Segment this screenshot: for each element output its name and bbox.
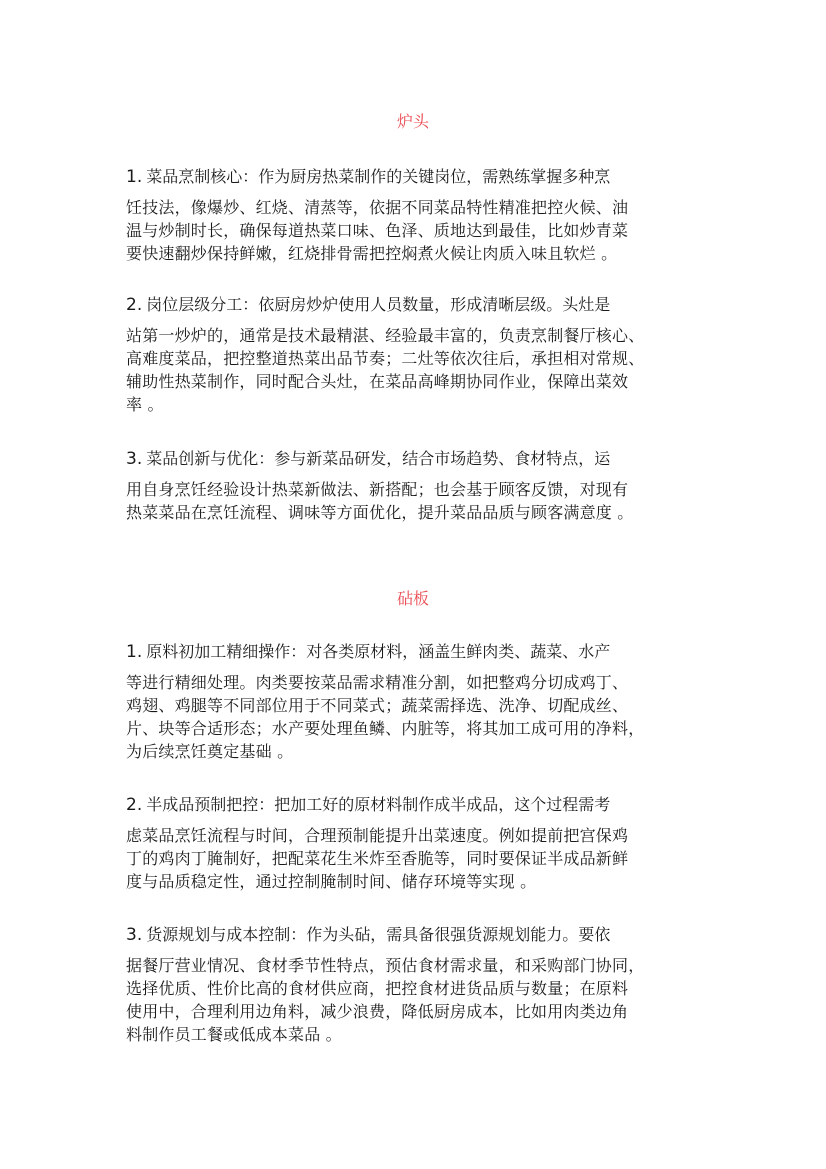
body-line: 据餐厅营业情况、食材季节性特点，预估食材需求量，和采购部门协同， xyxy=(126,956,645,975)
body-line: 为后续烹饪奠定基础 。 xyxy=(126,742,294,761)
item-heading: 菜品烹制核心：作为厨房热菜制作的关键岗位，需熟练掌握多种烹 xyxy=(146,167,611,186)
body-line: 率 。 xyxy=(126,395,164,414)
body-line: 等进行精细处理。肉类要按菜品需求精准分割，如把整鸡分切成鸡丁、 xyxy=(126,673,629,692)
item-heading: 半成品预制把控：把加工好的原材料制作成半成品，这个过程需考 xyxy=(146,795,611,814)
body-line: 片、块等合适形态；水产要处理鱼鳞、内脏等，将其加工成可用的净料， xyxy=(126,719,645,738)
body-line: 饪技法，像爆炒、红烧、清蒸等，依据不同菜品特性精准把控火候、油 xyxy=(126,198,629,217)
item-heading: 货源规划与成本控制：作为头砧，需具备很强货源规划能力。要依 xyxy=(146,925,611,944)
section-title-cutting-board: 砧板 xyxy=(396,589,429,608)
board-item-2 xyxy=(126,795,716,893)
item-heading: 原料初加工精细操作：对各类原材料，涵盖生鲜肉类、蔬菜、水产 xyxy=(146,642,611,661)
stove-item-1 xyxy=(126,167,716,265)
body-line: 热菜菜品在烹饪流程、调味等方面优化，提升菜品品质与顾客满意度 。 xyxy=(126,503,634,522)
item-number: 1. xyxy=(126,642,143,662)
body-line: 站第一炒炉的，通常是技术最精湛、经验最丰富的，负责烹制餐厅核心、 xyxy=(126,326,645,345)
item-number: 3. xyxy=(126,449,143,469)
body-line: 使用中，合理利用边角料，减少浪费，降低厨房成本，比如用肉类边角 xyxy=(126,1002,629,1021)
body-line: 料制作员工餐或低成本菜品 。 xyxy=(126,1025,342,1044)
item-body xyxy=(126,824,716,893)
item-heading: 菜品创新与优化：参与新菜品研发，结合市场趋势、食材特点，运 xyxy=(146,449,611,468)
item-body xyxy=(126,324,716,416)
item-body xyxy=(126,478,716,524)
board-item-3 xyxy=(126,925,716,1046)
stove-item-2 xyxy=(126,295,716,416)
body-line: 高难度菜品，把控整道热菜出品节奏；二灶等依次往后，承担相对常规、 xyxy=(126,349,645,368)
item-number: 2. xyxy=(126,295,143,315)
item-number: 1. xyxy=(126,167,143,187)
body-line: 度与品质稳定性，通过控制腌制时间、储存环境等实现 。 xyxy=(126,872,537,891)
item-number: 2. xyxy=(126,795,143,815)
item-body xyxy=(126,196,716,265)
body-line: 鸡翅、鸡腿等不同部位用于不同菜式；蔬菜需择选、洗净、切配成丝、 xyxy=(126,696,629,715)
board-item-1 xyxy=(126,642,716,763)
body-line: 辅助性热菜制作，同时配合头灶，在菜品高峰期协同作业，保障出菜效 xyxy=(126,372,629,391)
item-body xyxy=(126,671,716,763)
body-line: 选择优质、性价比高的食材供应商，把控食材进货品质与数量；在原料 xyxy=(126,979,629,998)
section-title-stove: 炉头 xyxy=(396,112,429,131)
body-line: 温与炒制时长，确保每道热菜口味、色泽、质地达到最佳，比如炒青菜 xyxy=(126,221,629,240)
body-line: 丁的鸡肉丁腌制好，把配菜花生米炸至香脆等，同时要保证半成品新鲜 xyxy=(126,849,629,868)
stove-item-3 xyxy=(126,449,716,524)
body-line: 要快速翻炒保持鲜嫩，红烧排骨需把控焖煮火候让肉质入味且软烂 。 xyxy=(126,244,618,263)
item-body xyxy=(126,954,716,1046)
body-line: 用自身烹饪经验设计热菜新做法、新搭配；也会基于顾客反馈，对现有 xyxy=(126,480,629,499)
item-number: 3. xyxy=(126,925,143,945)
body-line: 虑菜品烹饪流程与时间，合理预制能提升出菜速度。例如提前把宫保鸡 xyxy=(126,826,629,845)
item-heading: 岗位层级分工：依厨房炒炉使用人员数量，形成清晰层级。头灶是 xyxy=(146,295,611,314)
